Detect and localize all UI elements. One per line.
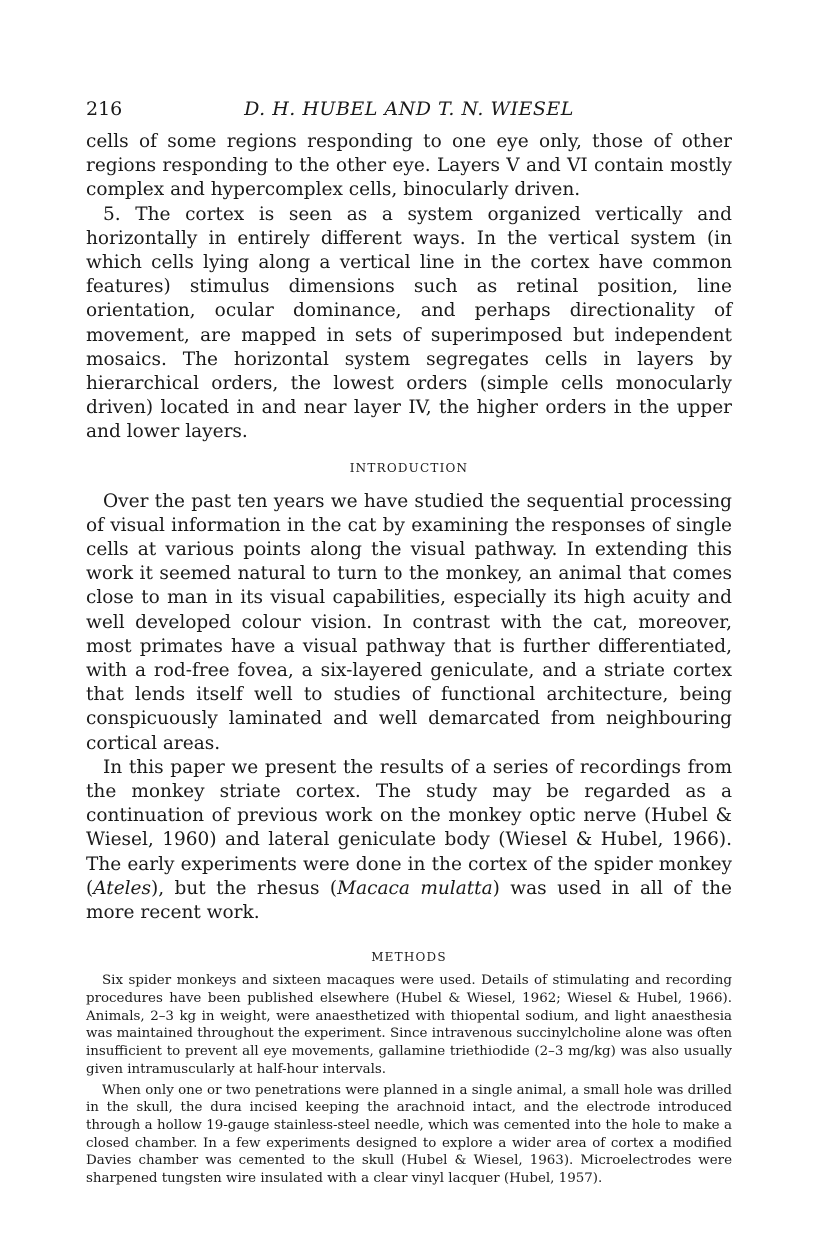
methods-paragraph: Six spider monkeys and sixteen macaques were used. Details of stimulating and recording procedures have been published elsewhere (Hubel & Wiesel, 1962; Wiesel & Hubel, 1966). Animals, 2–3 kg in weight, were anaesthetized with thiopental sodium, and light anaesthesia was maintained throughout the experiment. Since intravenous succinylcholine alone was often insufficient to prevent all eye movements, gallamine triethiodide (2–3 mg/kg) was also usually given intramuscularly at half-hour intervals. xyxy=(86,973,732,1077)
methods-paragraph: When only one or two penetrations were planned in a single animal, a small hole was drilled in the skull, the dura incised keeping the arachnoid intact, and the electrode introduced through a hollow 19-gauge stainless-steel needle, which was cemented into the hole to make a closed chamber. In a few experiments designed to explore a wider area of cortex a modified Davies chamber was cemented to the skull (Hubel & Wiesel, 1963). Microelectrodes were sharpened tungsten wire insulated with a clear vinyl lacquer (Hubel, 1957). xyxy=(86,1082,732,1187)
introduction-section xyxy=(86,490,732,926)
summary-paragraph: cells of some regions responding to one eye only, those of other regions responding to the other eye. Layers V and VI contain mostly complex and hypercomplex cells, binocularly driven. xyxy=(86,131,732,201)
page-header xyxy=(86,96,732,126)
text-span: In this paper we present the results of a series of recordings from the monkey striate cortex. The study may be regarded as a continuation of previous work on the monkey optic nerve (Hubel & Wiesel, 1960) and lateral geniculate body (Wiesel & Hubel, 1966). The early experiments were done in the cortex of the spider monkey ( xyxy=(86,756,732,899)
species-name: Macaca mulatta xyxy=(337,877,493,899)
introduction-paragraph xyxy=(86,756,732,925)
introduction-heading: INTRODUCTION xyxy=(349,460,469,475)
genus-name: Ateles xyxy=(93,877,151,899)
summary-paragraph: 5. The cortex is seen as a system organized vertically and horizontally in entirely different ways. In the vertical system (in which cells lying along a vertical line in the cortex have common features) stimulus dimensions such as retinal position, line orientation, ocular dominance, and perhaps directionality of movement, are mapped in sets of superimposed but independent mosaics. The horizontal system segregates cells in layers by hierarchical orders, the lowest orders (simple cells monocularly driven) located in and near layer IV, the higher orders in the upper and lower layers. xyxy=(86,203,732,443)
introduction-paragraph: Over the past ten years we have studied the sequential processing of visual information in the cat by examining the responses of single cells at various points along the visual pathway. In extending this work it seemed natural to turn to the monkey, an animal that comes close to man in its visual capabilities, especially its high acuity and well developed colour vision. In contrast with the cat, moreover, most primates have a visual pathway that is further differentiated, with a rod-free fovea, a six-layered geniculate, and a striate cortex that lends itself well to studies of functional architecture, being conspicuously laminated and well demarcated from neighbouring cortical areas. xyxy=(86,490,732,754)
methods-section xyxy=(86,972,732,1187)
methods-heading: METHODS xyxy=(371,950,447,965)
page-number: 216 xyxy=(86,98,123,120)
journal-page xyxy=(86,96,732,1188)
summary-continued xyxy=(86,130,732,445)
text-span: ) was used in all of the more recent work. xyxy=(86,877,733,924)
text-span: ), but the rhesus ( xyxy=(151,877,338,899)
running-head: D. H. HUBEL AND T. N. WIESEL xyxy=(244,98,574,120)
